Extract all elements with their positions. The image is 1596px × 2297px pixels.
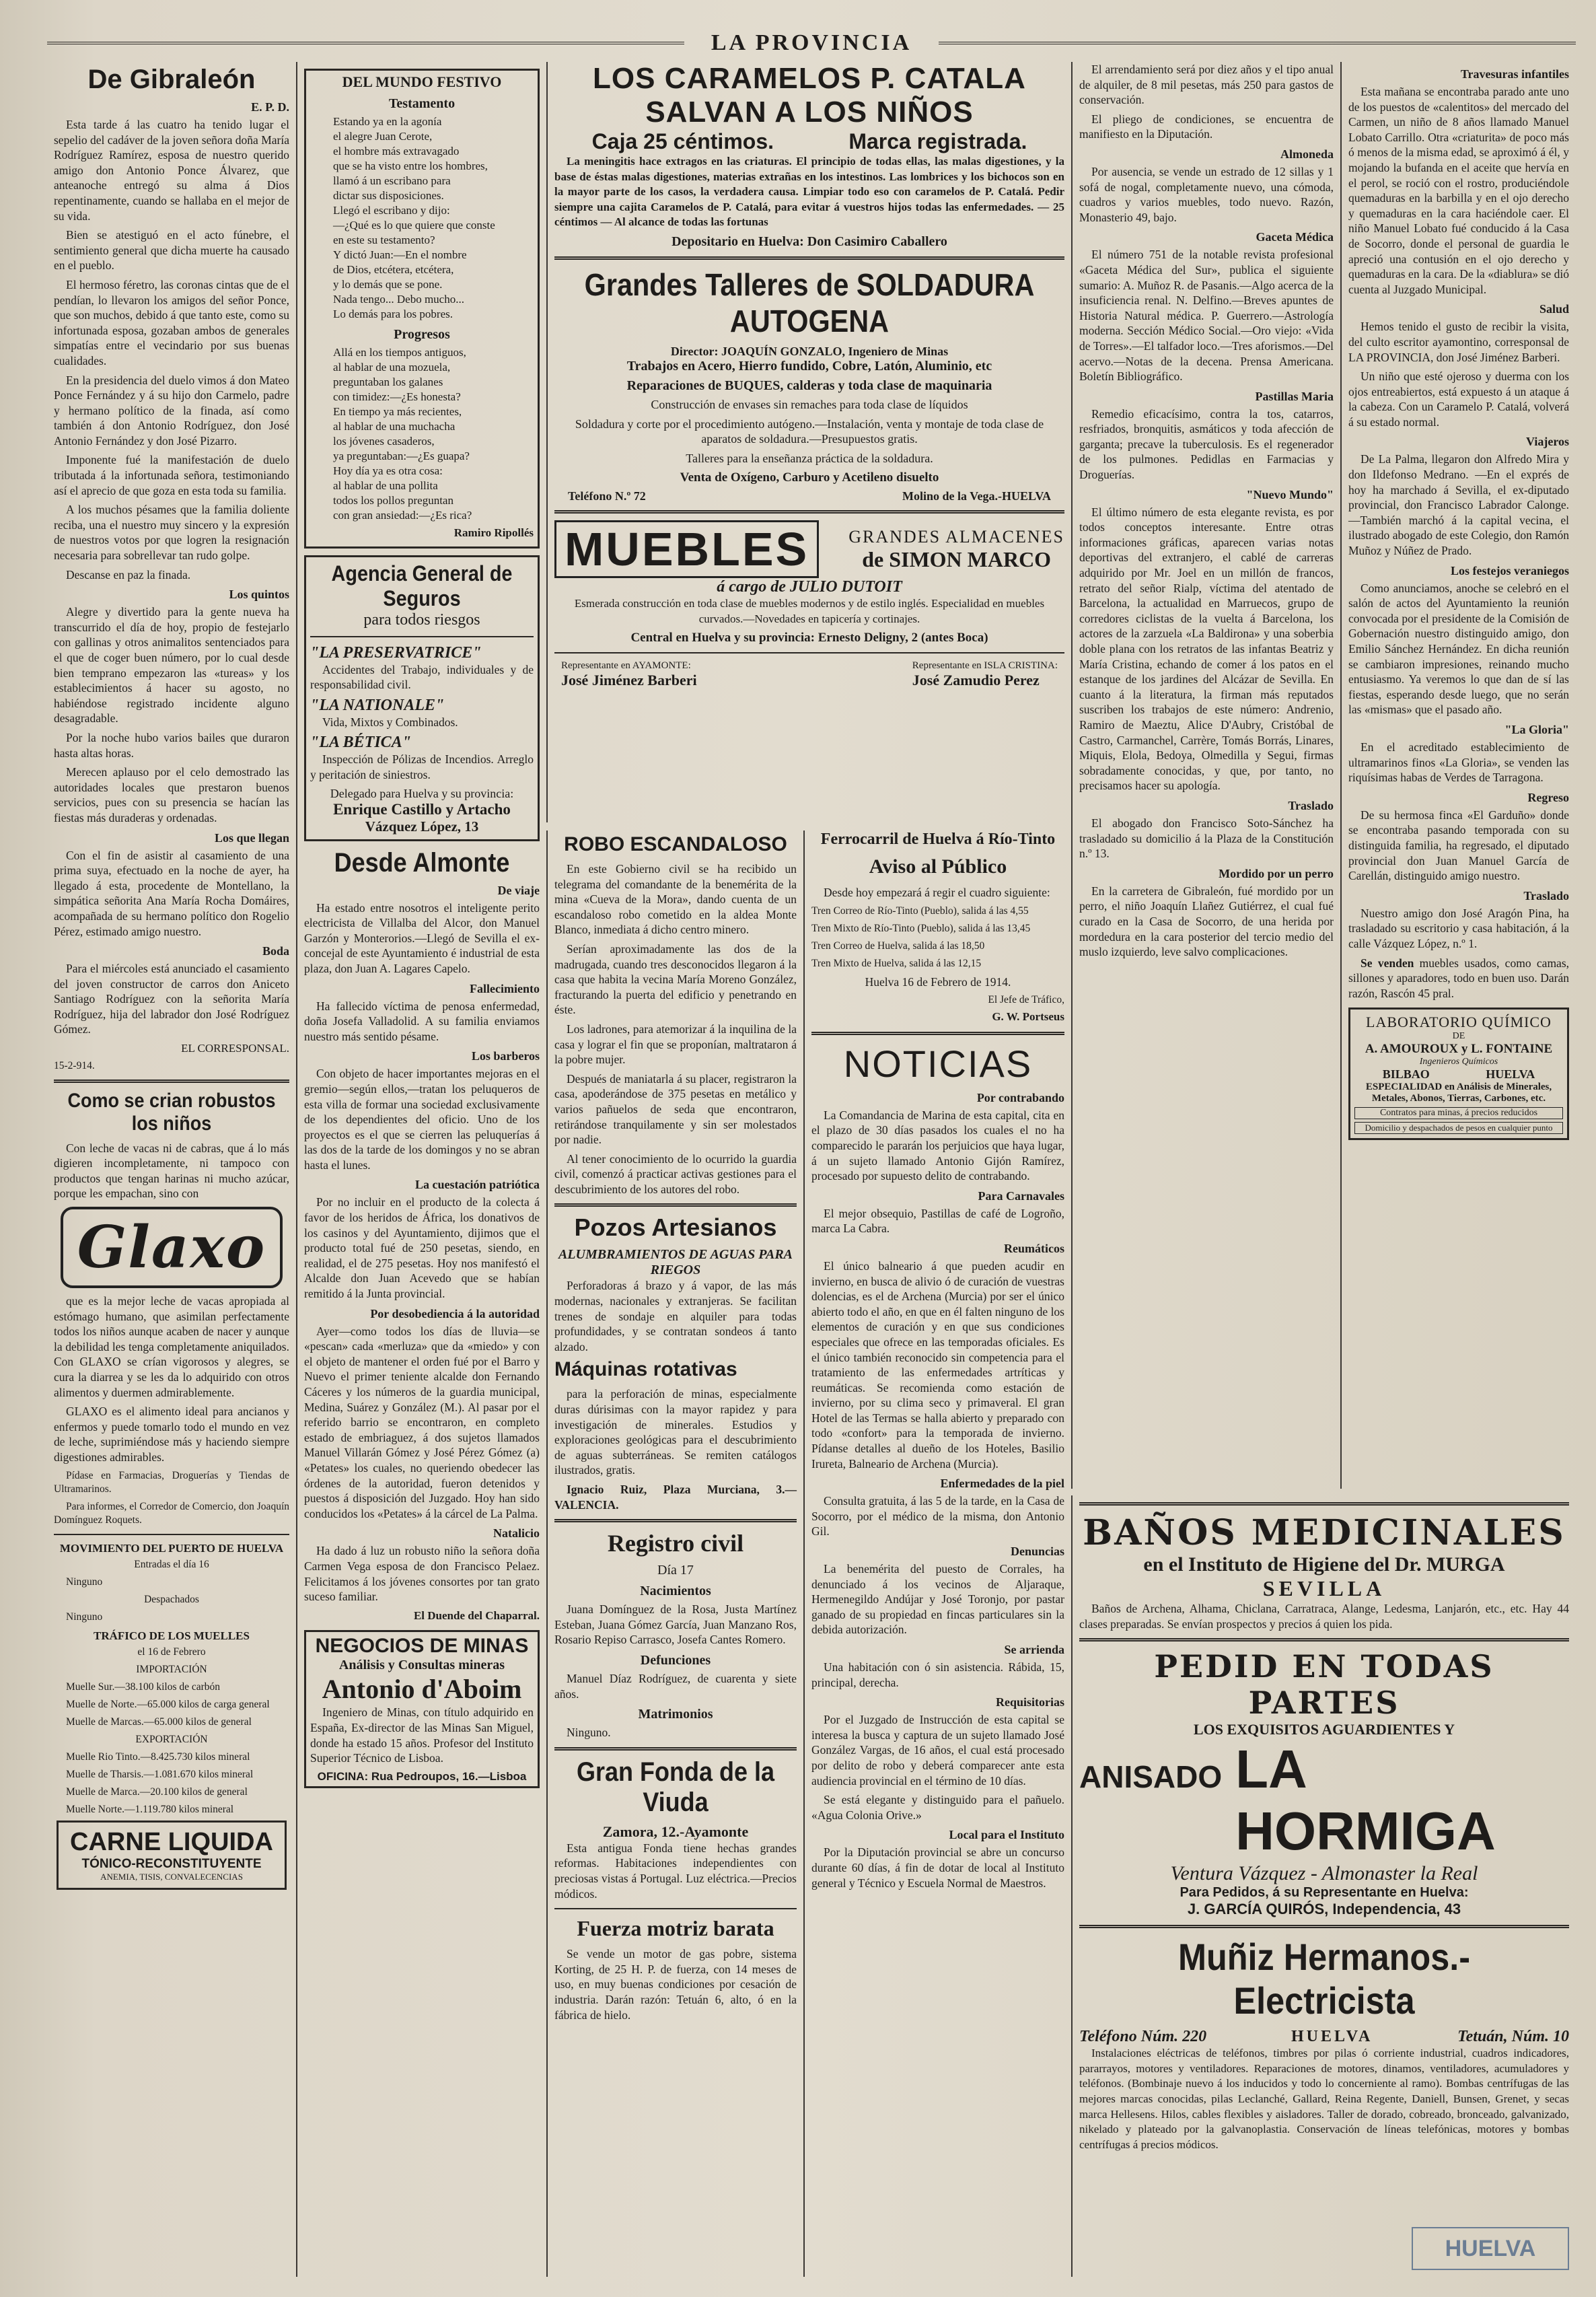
soldadura-line: Trabajos en Acero, Hierro fundido, Cobre, Latón, Aluminio, etc bbox=[626, 358, 992, 374]
divider bbox=[1079, 1502, 1569, 1506]
venden-head: Se venden bbox=[1361, 956, 1414, 970]
paragraph: El único balneario á que pueden acudir en invierno, en busca de alivio ó de curación de vuestras dolencias, es el de Archena (Murcia) por ser el único abierto todo el año, en que en él falten ninguno de los elementos de curación y en que sus condiciones especiales que ofrece en las temporadas oficiales. Es el único también reconocido sin competencia para el tratamiento de las enfermedades artríticas y reumáticas. Se recomienda como estación de invierno, por su clima seco y primaveral. El gran Hotel de las Termas se halla abierto y preparado con todo «confort» para la temporada de invierno. Pídanse detalles al dueño de los Hoteles, Basilio Irureta, Balneario de Archena (Murcia). bbox=[811, 1259, 1064, 1471]
columns bbox=[47, 62, 1576, 2277]
paragraph: Ha fallecido víctima de penosa enfermedad, doña Josefa Valladolid. A su familia enviamos nuestro más sentido pésame. bbox=[304, 999, 540, 1043]
paragraph: Desde hoy empezará á regir el cuadro siguiente: bbox=[824, 886, 1050, 899]
seguros-ad bbox=[304, 555, 540, 841]
verse: que se ha visto entre los hombres, bbox=[333, 160, 488, 172]
insurer-desc: Inspección de Pólizas de Incendios. Arreglo y peritación de siniestros. bbox=[310, 752, 534, 781]
address: Tetuán, Núm. 10 bbox=[1457, 2028, 1569, 2046]
ad-title: Gran Fonda de la Viuda bbox=[576, 1757, 775, 1817]
price-label: Caja 25 céntimos. bbox=[591, 129, 774, 153]
paragraph: Ha dado á luz un robusto niño la señora doña Carmen Vega esposa de don Francisco Pelaez. Felicitamos á los jóvenes consortes por tan grato suceso familiar. bbox=[304, 1544, 540, 1604]
paragraph: El mejor obsequio, Pastillas de café de Logroño, marca La Cabra. bbox=[811, 1206, 1064, 1236]
paragraph: Por el Juzgado de Instrucción de esta capital se interesa la busca y captura de un sujeto llamado José González Vargas, de 16 años, el cual está procesado por delito de robo y deberá comparecer ante esta audiencia provincial en el término de 10 días. bbox=[811, 1713, 1064, 1788]
paragraph: El pliego de condiciones, se encuentra de manifiesto en la Diputación. bbox=[1079, 112, 1334, 141]
ad-subtitle: para todos riesgos bbox=[363, 610, 480, 629]
insurer-desc: Accidentes del Trabajo, individuales y de responsabilidad civil. bbox=[310, 662, 534, 692]
ad-names: A. AMOUROUX y L. FONTAINE bbox=[1365, 1042, 1553, 1057]
port-row: Entradas el día 16 bbox=[134, 1558, 209, 1570]
paragraph: Se está elegante y distinguido para el pañuelo. «Agua Colonia Orive.» bbox=[811, 1793, 1064, 1822]
ad-title: CARNE LIQUIDA bbox=[70, 1827, 273, 1856]
subhead: Los barberos bbox=[471, 1049, 540, 1063]
notice-date: Huelva 16 de Febrero de 1914. bbox=[865, 975, 1011, 989]
traffic-date: el 16 de Febrero bbox=[137, 1646, 206, 1658]
train-row: Tren Correo de Río-Tinto (Pueblo), salida á las 4,55 bbox=[811, 905, 1029, 917]
export-row: Muelle Rio Tinto.—8.425.730 kilos mineral bbox=[66, 1751, 250, 1763]
paragraph: Por la noche hubo varios bailes que duraron hasta altas horas. bbox=[54, 730, 289, 760]
banos-city: SEVILLA bbox=[1262, 1576, 1386, 1600]
ad-title: Como se crian robustos los niños bbox=[67, 1089, 276, 1135]
delegate-name: Enrique Castillo y Artacho bbox=[333, 800, 511, 818]
paragraph: Como anunciamos, anoche se celebró en el salón de actos del Ayuntamiento la reunión convocada por el presidente de la Comisión de Gobernación nuestro distinguido amigo, don Emilio Sánchez Hernández. En dicha reunión se cambiaron impresiones, reinando mucho entusiasmo. Ya veremos lo que dan de sí las fiestas, esperando desde luego, que no serán las «mismas» que el pasado año. bbox=[1348, 581, 1569, 717]
hormiga-maker: Ventura Vázquez - Almonaster la Real bbox=[1170, 1862, 1478, 1885]
ad-title: Pozos Artesianos bbox=[574, 1213, 777, 1242]
paragraph: La Comandancia de Marina de esta capital, cita en el plazo de 30 días pasados los cuales el no ha comparecido le pararán los perjuicios que haya lugar, á un sujeto llamado Antonio Gijón Ramírez, procesado por supuesto delito de contrabando. bbox=[811, 1108, 1064, 1183]
subhead: Local para el Instituto bbox=[949, 1828, 1064, 1842]
ad-name: Antonio d'Aboim bbox=[322, 1674, 522, 1705]
subhead: Se arrienda bbox=[1004, 1643, 1064, 1656]
insurer-name: "LA PRESERVATRICE" bbox=[310, 643, 482, 662]
paragraph: Alegre y divertido para la gente nueva ha transcurrido el día de hoy, propio de festejarlo con gallinas y otros animalitos sentenciados para el que de coger buen número, por lo cual desde bien temprano empezaron las «tureas» y los establecimientos á hacer su agosto, no habiéndose registrado incidente alguno desagradable. bbox=[54, 605, 289, 726]
city-label: HUELVA bbox=[1486, 1067, 1535, 1082]
subhead: Almoneda bbox=[1280, 147, 1334, 161]
paragraph: Una habitación con ó sin asistencia. Rábida, 15, principal, derecha. bbox=[811, 1660, 1064, 1689]
soldadura-line: Talleres para la enseñanza práctica de la soldadura. bbox=[686, 451, 933, 465]
paragraph: En el acreditado establecimiento de ultramarinos finos «La Gloria», se venden las riquísimas habas de Verdes de Tarragona. bbox=[1348, 740, 1569, 785]
column-robo bbox=[546, 831, 803, 2277]
banos-text: Baños de Archena, Alhama, Chiclana, Carratraca, Alange, Ledesma, Lanjarón, etc., etc. Hay 44 clases preparadas. Se envían prospectos y precios á quien los pida. bbox=[1079, 1602, 1569, 1631]
banos-title: BAÑOS MEDICINALES bbox=[1083, 1512, 1566, 1553]
soldadura-line: Soldadura y corte por el procedimiento autógeno.—Instalación, venta y montaje de toda clase de aparatos de soldadura.—Presupuestos gratis. bbox=[575, 417, 1044, 446]
caramelos-text: La meningitis hace extragos en las criaturas. El principio de todas ellas, las malas digestiones, y la base de éstas malas digestiones, materias extrañas en los intestinos. Las lombrices y los bichocos son en la mayor parte de los casos, la verdadera causa. Limpiar todo eso con caramelos de P. Catalá. Pedir siempre una cajita Caramelos de P. Catalá, para evitar á vuestros hijos todas las enfermedades. — 25 céntimos — Al alcance de todas las fortunas bbox=[554, 155, 1064, 229]
hormiga-orders: Para Pedidos, á su Representante en Huelva: bbox=[1180, 1885, 1469, 1901]
export-row: Muelle de Marca.—20.100 kilos de general bbox=[66, 1786, 248, 1798]
ad-address: OFICINA: Rua Pedroupos, 16.—Lisboa bbox=[317, 1769, 527, 1783]
paragraph: Pídase en Farmacias, Droguerías y Tiendas de Ultramarinos. bbox=[54, 1469, 289, 1495]
subhead: Enfermedades de la piel bbox=[940, 1477, 1064, 1491]
muebles-central: Central en Huelva y su provincia: Ernesto Deligny, 2 (antes Boca) bbox=[630, 631, 988, 645]
subhead: Por desobediencia á la autoridad bbox=[370, 1306, 540, 1320]
masthead-rule-right bbox=[939, 42, 1576, 44]
paragraph: Hemos tenido el gusto de recibir la visita, del culto escritor ayamontino, corresponsal de LA PROVINCIA, don José Jiménez Barberi. bbox=[1348, 320, 1569, 364]
divider bbox=[54, 1080, 289, 1083]
verse: el alegre Juan Cerote, bbox=[333, 130, 433, 143]
brand-name: LA HORMIGA bbox=[1235, 1739, 1496, 1862]
verse: Llegó el escribano y dijo: bbox=[333, 204, 450, 217]
subhead: Pastillas Maria bbox=[1255, 389, 1334, 403]
subhead: De viaje bbox=[497, 883, 540, 897]
paragraph: Remedio eficacísimo, contra la tos, catarros, resfriados, bronquitis, asmáticos y toda afección de garganta; precave la tuberculosis. Es el regenerador de los pulmones. Pedidlas en Farmacias y Droguerías. bbox=[1079, 407, 1334, 482]
subhead: Para Carnavales bbox=[978, 1189, 1064, 1203]
train-row: Tren Correo de Huelva, salida á las 18,50 bbox=[811, 940, 985, 952]
subhead: Boda bbox=[262, 944, 289, 958]
ad-connector: DE bbox=[1452, 1031, 1465, 1042]
ad-title: Fuerza motriz barata bbox=[577, 1916, 774, 1941]
verse: en este su testamento? bbox=[333, 234, 435, 246]
divider bbox=[554, 1747, 797, 1751]
port-row: Ninguno bbox=[66, 1611, 103, 1623]
column-varios bbox=[1071, 62, 1340, 1489]
ad-note: Domicilio y despachados de pesos en cualquier punto bbox=[1354, 1122, 1563, 1134]
city-label: BILBAO bbox=[1382, 1067, 1430, 1082]
delegate-label: Delegado para Huelva y su provincia: bbox=[330, 786, 514, 800]
verse: llamó á un escribano para bbox=[333, 174, 451, 187]
ad-address: Ignacio Ruiz, Plaza Murciana, 3.—VALENCIA. bbox=[554, 1483, 797, 1512]
paragraph bbox=[1348, 956, 1569, 1001]
verse: Nada tengo... Debo mucho... bbox=[333, 293, 464, 306]
paragraph: De La Palma, llegaron don Alfredo Mira y don Ildefonso Medrano. —En el exprés de hoy ha marchado á Sevilla, el ex-diputado provincial, don Francisco Labrador Calonge. —También marchó á la capital vecina, el ilustrado abogado de este Colegio, don Ramón Muñoz y Núñez de Prado. bbox=[1348, 452, 1569, 558]
banos-subtitle: en el Instituto de Higiene del Dr. MURGA bbox=[1143, 1553, 1505, 1576]
paragraph: Con objeto de hacer importantes mejoras en el gremio—según ellos,—tratan los peluqueros de esta villa de formar una sociedad exclusivamente de los dependientes del oficio. Uno de los proyectos es el que se cierren las peluquerías á las dos de la tarde de los domingos y no se abran hasta el lunes. bbox=[304, 1067, 540, 1172]
import-label: IMPORTACIÓN bbox=[136, 1663, 207, 1675]
paragraph: Serían aproximadamente las dos de la madrugada, cuando tres desconocidos llegaron á la casa que habita la vecina María Moreno González, fracturando la puerta del edificio y penetrando en éste. bbox=[554, 942, 797, 1017]
divider bbox=[554, 510, 1064, 514]
column-noticias bbox=[803, 831, 1071, 2277]
column-sociales bbox=[1340, 62, 1576, 1489]
poem-author: Ramiro Ripollés bbox=[454, 526, 534, 539]
ad-text: para la perforación de minas, especialmente duras dúrisimas con la mayor rapidez y para investigación de minerales. Estudios y exploraciones geológicas para el descubrimiento de aguas subterráneas. Se remiten catálogos ilustrados, gratis. bbox=[554, 1387, 797, 1477]
paragraph: Por la Diputación provincial se abre un concurso durante 60 días, á fin de dotar de local al Instituto general y Técnico y Escuela Normal de Maestros. bbox=[811, 1845, 1064, 1890]
divider bbox=[1079, 1638, 1569, 1641]
paragraph: Merecen aplauso por el celo demostrado las autoridades locales que prestaron buenos servicios, pues con su presencia se hacían las fiestas más duraderas y ordenadas. bbox=[54, 765, 289, 824]
paragraph: Al tener conocimiento de lo ocurrido la guardia civil, comenzó á practicar activas gestiones para el descubrimiento de los autores del robo. bbox=[554, 1152, 797, 1196]
verse: En tiempo ya más recientes, bbox=[333, 405, 462, 418]
divider bbox=[310, 636, 534, 637]
date: 15-2-914. bbox=[54, 1059, 95, 1071]
ad-subtitle: Análisis y Consultas mineras bbox=[338, 1658, 505, 1673]
subhead: Requisitorias bbox=[995, 1695, 1064, 1709]
city: HUELVA bbox=[1291, 2028, 1373, 2046]
newspaper-title: LA PROVINCIA bbox=[711, 30, 912, 55]
rep-label: Representante en ISLA CRISTINA: bbox=[912, 660, 1058, 672]
paragraph: Imponente fué la manifestación de duelo tributada á la infortunada señora, testimoniando así el aprecio de que goza en esta toda su familia. bbox=[54, 453, 289, 497]
paragraph: Con leche de vacas ni de cabras, que á lo más digieren incompletamente, ni tampoco con productos que tengan harinas ni mucho azúcar, porque les empachan, sino con bbox=[54, 1141, 289, 1201]
verse: al hablar de una muchacha bbox=[333, 420, 456, 433]
divider bbox=[554, 1908, 797, 1909]
verse: con timidez:—¿Es honesta? bbox=[333, 390, 461, 403]
export-row: Muelle de Tharsis.—1.081.670 kilos mineral bbox=[66, 1768, 254, 1780]
rep-name: José Zamudio Perez bbox=[912, 672, 1040, 689]
paragraph: Ha estado entre nosotros el inteligente perito electricista de Villalba del Alcor, don Manuel Garzón y Monterorios.—Llegó de Sevilla el ex-concejal de este Ayuntamiento é industrial de esta plaza, don Juan A. Lagares Capelo. bbox=[304, 900, 540, 975]
subhead: E. P. D. bbox=[251, 100, 289, 114]
ad-note: Contratos para minas, á precios reducidos bbox=[1354, 1107, 1563, 1119]
laboratorio-ad bbox=[1348, 1008, 1569, 1140]
ad-address: Zamora, 12.-Ayamonte bbox=[602, 1823, 749, 1840]
soldadura-director: Director: JOAQUÍN GONZALO, Ingeniero de Minas bbox=[670, 344, 949, 358]
soldadura-line: Venta de Oxígeno, Carburo y Acetileno disuelto bbox=[680, 470, 939, 485]
subhead: Viajeros bbox=[1526, 435, 1569, 449]
verse: Hoy día ya es otra cosa: bbox=[333, 464, 443, 477]
verse: ya preguntaban:—¿Es guapa? bbox=[333, 450, 470, 462]
paragraph: Nuestro amigo don José Aragón Pina, ha trasladado su escritorio y casa habitación, á la calle Vázquez López, n.º 1. bbox=[1348, 906, 1569, 950]
insurer-name: "LA NATIONALE" bbox=[310, 696, 445, 714]
paragraph: Manuel Díaz Rodríguez, de cuarenta y siete años. bbox=[554, 1671, 797, 1701]
subhead: Salud bbox=[1539, 302, 1569, 316]
delegate-address: Vázquez López, 13 bbox=[365, 818, 479, 835]
paragraph: Los ladrones, para atemorizar á la inquilina de la casa y lograr el fin que se proponían, maltrataron á la pobre mujer. bbox=[554, 1022, 797, 1067]
paragraph: En este Gobierno civil se ha recibido un telegrama del comandante de la benemérita de la mina «Cueva de la Mora», dando cuenta de un escandaloso robo cometido en la aldea Monte Blanco, inmediata á dicho centro minero. bbox=[554, 862, 797, 937]
hormiga-subline: LOS EXQUISITOS AGUARDIENTES Y bbox=[1193, 1721, 1455, 1738]
trademark-label: Marca registrada. bbox=[848, 129, 1027, 153]
notice-signer-role: El Jefe de Tráfico, bbox=[988, 994, 1064, 1006]
signature: EL CORRESPONSAL. bbox=[181, 1042, 289, 1055]
divider bbox=[554, 1519, 797, 1522]
article-body bbox=[54, 117, 289, 582]
rep-ayamonte bbox=[561, 660, 697, 689]
notice-signer: G. W. Portseus bbox=[992, 1010, 1064, 1024]
soldadura-line: Construcción de envases sin remaches para toda clase de líquidos bbox=[651, 398, 968, 412]
muebles-manager: á cargo de JULIO DUTOIT bbox=[717, 578, 902, 596]
paragraph: El último número de esta elegante revista, es por todos conceptos interesante. Entre otras informaciones gráficas, aparecen varias notas deportivas del extranjero, el cablé de carreras adquirido por Mr. Joel en un millón de francos, retrato del señor Rialp, víctima del atentado de Barcelona, la actualidad en Marruecos, grupo de corredores ciclistas de la vuelta á Barcelona, los actores de la zarzuela «La Baldirona» y una soberbia doble plana con los retratos de las infantas Beatriz y María Cristina, echando de comer á los patos en el estanque de los jardines del Alcázar de Sevilla. En cuanto á la literatura, la firman más reputados suscriben los trabajos de este número: Andrenio, Ramiro de Maeztu, Alice D'Aubry, Cristóbal de Castro, Carmanchel, Carrère, Tomás Borrás, Linares, Miquis, Elola, Bedoya, Olmedilla y Segui, firmas sobradamente conocidas, y que, por tanto, no precisamos hacer su apología. bbox=[1079, 505, 1334, 793]
divider bbox=[1079, 1925, 1569, 1928]
poem-title: Progresos bbox=[394, 327, 450, 342]
article-title: ROBO ESCANDALOSO bbox=[564, 833, 787, 855]
store-name: de SIMON MARCO bbox=[862, 546, 1052, 571]
subhead: Fallecimiento bbox=[470, 981, 540, 995]
venden-text: muebles usados, como camas, sillones y aparadores, todo en buen uso. Darán razón, Rascón 45 pral. bbox=[1348, 956, 1570, 1000]
verse: todos los pollos preguntan bbox=[333, 494, 454, 507]
archive-stamp: HUELVA bbox=[1412, 2227, 1569, 2270]
muniz-title: Muñiz Hermanos.-Electricista bbox=[1177, 1936, 1471, 2022]
section-title: DEL MUNDO FESTIVO bbox=[342, 73, 502, 90]
paragraph: El abogado don Francisco Soto-Sánchez ha trasladado su domicilio á la Plaza de la Constitución n.º 13. bbox=[1079, 816, 1334, 861]
paragraph: El número 751 de la notable revista profesional «Gaceta Médica del Sur», publica el siguiente sumario: A. Muñoz R. de Pasanis.—Algo acerca de la insuficiencia renal. N. Delfino.—Breves apuntes de Historia Natural médica. P. Guerrero.—Astrología moderna. Sección Médico Social.—Oro viejo: «Vida de Torres».—El talfador loco.—Tres aforismos.—Del acervo.—Notas de la decena. Prensa Americana. Boletín Bibliográfico. bbox=[1079, 248, 1334, 384]
subhead: Regreso bbox=[1527, 790, 1569, 804]
address: Molino de la Vega.-HUELVA bbox=[902, 489, 1051, 503]
phone: Teléfono Núm. 220 bbox=[1079, 2028, 1207, 2046]
verse: los jóvenes casaderos, bbox=[333, 435, 435, 448]
subhead: Matrimonios bbox=[638, 1707, 713, 1722]
carne-liquida-ad bbox=[57, 1821, 287, 1890]
paragraph: Descanse en paz la finada. bbox=[66, 567, 191, 581]
divider bbox=[554, 256, 1064, 260]
poem-title: Testamento bbox=[388, 96, 456, 111]
paragraph: Después de maniatarla á su placer, registraron la casa, apoderándose de 375 pesetas en metálico y varios pañuelos de seda que encontraron, retirándose tranquilamente y sin ser molestados por nadie. bbox=[554, 1071, 797, 1147]
section-title: Desde Almonte bbox=[334, 847, 510, 878]
paragraph: Con el fin de asistir al casamiento de una prima suya, efectuado en la noche de ayer, ha llegado á esta, procedente de Montellano, la simpática señorita Ana María Rocha Domáires, acompañada de su hermano político don Rogelio Pérez, estimado amigo nuestro. bbox=[54, 848, 289, 938]
ad-note: ANEMIA, TISIS, CONVALECENCIAS bbox=[100, 1871, 243, 1882]
soldadura-footer bbox=[554, 489, 1064, 503]
export-label: EXPORTACIÓN bbox=[135, 1733, 208, 1745]
ad-text: Perforadoras á brazo y á vapor, de las más modernas, nacionales y extranjeras. Se facilitan trenes de sondaje en alquiler para todas profundidades, y se contratan sondeos á tanto alzado. bbox=[554, 1279, 797, 1353]
phone: Teléfono N.º 72 bbox=[568, 489, 646, 503]
rail-title: Ferrocarril de Huelva á Río-Tinto bbox=[820, 831, 1056, 848]
subhead: Denuncias bbox=[1010, 1545, 1064, 1559]
paragraph: Por ausencia, se vende un estrado de 12 sillas y 1 sofá de nogal, completamente nuevo, una cómoda, cuadros y varios muebles, todo nuevo. Razón, Monasterio 49, bajo. bbox=[1079, 164, 1334, 224]
masthead-rule-left bbox=[47, 42, 684, 44]
column-gibraleon bbox=[47, 62, 296, 2277]
import-row: Muelle de Norte.—65.000 kilos de carga general bbox=[66, 1698, 270, 1710]
muniz-text: Instalaciones eléctricas de teléfonos, timbres por pilas ó corriente industrial, cuadros indicadores, pararrayos, motores y ventiladores. Reparaciones de motores, dinamos, ventiladores, acumuladores y teléfonos. (Bombinaje nuevo á los inducidos y todo lo concerniente al ramo). Bombas centrífugas de las mejores marcas conocidas, pilas Leclanché, Gallard, Reina Regente, Daniell, Bunsen, Grenet, y secas marca Hellesens. Hilos, cables flexibles y aisladores. Taller de dorado, cobreado, bronceado, galvanizado, nikelado y plateado por la galvanoplastia. Conservación de líneas telefónicas, motores y bombas centrífugas á precios módicos. bbox=[1079, 2047, 1569, 2151]
muebles-reps bbox=[554, 660, 1064, 689]
verse: de Dios, etcétera, etcétera, bbox=[333, 263, 454, 276]
insurer-name: "LA BÉTICA" bbox=[310, 734, 412, 752]
verse: Y dictó Juan:—En el nombre bbox=[333, 248, 467, 261]
muebles-store bbox=[848, 527, 1064, 572]
rep-name: José Jiménez Barberi bbox=[561, 672, 697, 689]
port-row: Ninguno bbox=[66, 1576, 103, 1588]
caramelos-headline: LOS CARAMELOS P. CATALA SALVAN A LOS NIÑOS bbox=[593, 62, 1026, 129]
paragraph: En la carretera de Gibraleón, fué mordido por un perro, el niño Joaquín Llañez Gutiérrez, el cual fué curado en la Casa de Socorro, de una herida por mordedura en la cara posterior del tercio medio del muslo izquierdo, leve salvo complicaciones. bbox=[1079, 884, 1334, 959]
subhead: Travesuras infantiles bbox=[1460, 67, 1569, 81]
signature: El Duende del Chaparral. bbox=[413, 1609, 540, 1622]
hormiga-headline: PEDID EN TODAS PARTES bbox=[1154, 1648, 1494, 1722]
festivo-box bbox=[304, 69, 540, 549]
subhead: Traslado bbox=[1523, 888, 1569, 903]
verse: —¿Qué es lo que quiere que conste bbox=[333, 219, 495, 232]
masthead bbox=[47, 27, 1576, 59]
ad-cities bbox=[1354, 1067, 1563, 1082]
ad-subtitle: TÓNICO-RECONSTITUYENTE bbox=[81, 1856, 262, 1871]
train-row: Tren Mixto de Huelva, salida á las 12,15 bbox=[811, 957, 982, 969]
paragraph: Juana Domínguez de la Rosa, Justa Martínez Esteban, Juana Gómez García, Juan Manzano Ros, Rosario Repiso Carrasco, Josefa Cantes Romero. bbox=[554, 1602, 797, 1647]
subhead: Mordido por un perro bbox=[1219, 866, 1334, 880]
section-title: Registro civil bbox=[607, 1530, 744, 1557]
product-label: ANISADO bbox=[1079, 1759, 1223, 1795]
ad-title: Agencia General de Seguros bbox=[331, 561, 513, 610]
soldadura-headline: Grandes Talleres de SOLDADURA AUTOGENA bbox=[584, 267, 1035, 339]
verse: con gran ansiedad:—¿Es rica? bbox=[333, 509, 472, 522]
paragraph: De su hermosa finca «El Garduño» donde se encontraba pasando temporada con su distinguida familia, ha regresado, el diputado provincial don Juan Manuel García de Carellán, distinguido amigo nuestro. bbox=[1348, 808, 1569, 883]
subhead: Por contrabando bbox=[976, 1090, 1064, 1104]
paragraph: La benemérita del puesto de Corrales, ha denunciado á los vecinos de Aljaraque, Hermenegildo Andújar y José Toronjo, por pastar ganado de su propiedad en fincas particulares sin la debida autorización. bbox=[811, 1562, 1064, 1637]
paragraph: Esta mañana se encontraba parado ante uno de los puestos de «calentitos» del mercado del Carmen, un niño de 8 años llamado Manuel Lobato Carrillo. Otra «criaturita» de poco más ó menos de la misma edad, se aproximó á él, y mojando la bufanda en el aceite que hervía en el perol, se roció con el rostro, produciéndole quemaduras en la barbilla y en el ojo derecho y quemaduras en la cara haciéndole caer. El niño Manuel Lobato fué conducido á la Casa de Socorro, donde el personal de guardia le apreció una contusión en el ojo derecho y quemaduras en la cara. De la «diablura» se dió cuenta al Juzgado Municipal. bbox=[1348, 85, 1569, 296]
verse: Allá en los tiempos antiguos, bbox=[333, 346, 466, 359]
paragraph: que es la mejor leche de vacas apropiada al estómago humano, que asimilan perfectamente todos los niños aunque acaben de nacer y aunque la debilidad les tenga completamente aniquilados. Con GLAXO se crían vigorosos y alegres, se cura la diarrea y se les da lo adquirido con otros alimentos y duermen admirablemente. bbox=[54, 1294, 289, 1399]
ad-title: LABORATORIO QUÍMICO bbox=[1366, 1014, 1552, 1031]
paragraph: En la presidencia del duelo vimos á don Mateo Ponce Fernández y á su hijo don Carmelo, padre y hermano político de la finada, así como también á don Antonio Rodríguez, don José Antonio Fernández y don José Pizarro. bbox=[54, 373, 289, 448]
verse: dictar sus disposiciones. bbox=[333, 189, 444, 202]
import-row: Muelle de Marcas.—65.000 kilos de general bbox=[66, 1716, 252, 1728]
caramelos-subline bbox=[554, 129, 1064, 154]
verse: Lo demás para los pobres. bbox=[333, 308, 453, 320]
paragraph: Un niño que esté ojeroso y duerma con los ojos entreabiertos, está expuesto á un ataque á la cabeza. Con un Caramelo P. Catalá, volverá á su estado normal. bbox=[1348, 369, 1569, 429]
paragraph: Esta tarde á las cuatro ha tenido lugar el sepelio del cadáver de la joven señora doña María Rodríguez Ramírez, esposa de nuestro querido amigo don Antonio Ponce Álvarez, que anteanoche entregó su alma á Dios repentinamente, cuando se hallaba en el mejor de su vida. bbox=[54, 118, 289, 223]
ad-title: NEGOCIOS DE MINAS bbox=[315, 1635, 529, 1658]
day: Día 17 bbox=[657, 1563, 694, 1578]
verse: el hombre más extravagado bbox=[333, 145, 460, 157]
muebles-header bbox=[554, 520, 1064, 578]
muebles-text: Esmerada construcción en toda clase de muebles modernos y de estilo inglés. Especialidad en muebles curvados.—Novedades en tapicería y cortinajes. bbox=[574, 597, 1045, 625]
import-row: Muelle Sur.—38.100 kilos de carbón bbox=[66, 1681, 221, 1693]
bottom-right-ads bbox=[1071, 1495, 1576, 2277]
minas-ad bbox=[304, 1630, 540, 1788]
ad-role: Ingenieros Químicos bbox=[1419, 1057, 1498, 1067]
rep-label: Representante en AYAMONTE: bbox=[561, 660, 691, 672]
paragraph: GLAXO es el alimento ideal para ancianos y enfermos y puede tomarlo todo el mundo en vez de leche, suprimiéndose más y haciendo siempre digestiones admirables. bbox=[54, 1405, 289, 1464]
subhead: "La Gloria" bbox=[1504, 722, 1569, 736]
caramelos-depositary: Depositario en Huelva: Don Casimiro Caballero bbox=[672, 234, 947, 249]
paragraph: El arrendamiento será por diez años y el tipo anual de alquiler, de 8 mil pesetas, más 250 para gastos de conservación. bbox=[1079, 63, 1334, 107]
traffic-title: TRÁFICO DE LOS MUELLES bbox=[94, 1629, 250, 1642]
ad-text: Ingeniero de Minas, con título adquirido en España, Ex-director de las Minas San Miguel, donde ha estado 15 años. Profesor del Instituto Superior Técnico de Lisboa. bbox=[310, 1705, 534, 1765]
store-label: GRANDES ALMACENES bbox=[848, 526, 1064, 546]
paragraph: Para el miércoles está anunciado el casamiento del joven constructor de carros don Aniceto Santiago Rodríguez con la señorita María Rodríguez, hija del labrador don José Rodríguez Gómez. bbox=[54, 962, 289, 1036]
subhead: Los quintos bbox=[229, 588, 289, 602]
rep-isla-cristina bbox=[912, 660, 1058, 689]
subhead: Nacimientos bbox=[640, 1584, 711, 1599]
ad-title: Máquinas rotativas bbox=[554, 1358, 737, 1381]
hormiga-rep: J. GARCÍA QUIRÓS, Independencia, 43 bbox=[1187, 1901, 1461, 1918]
export-row: Muelle Norte.—1.119.780 kilos mineral bbox=[66, 1803, 234, 1815]
paragraph: Consulta gratuita, á las 5 de la tarde, en la Casa de Socorro, por el médico de la misma, don Antonio Gil. bbox=[811, 1494, 1064, 1539]
verse: al hablar de una pollita bbox=[333, 479, 438, 492]
subhead: "Nuevo Mundo" bbox=[1246, 487, 1334, 501]
soldadura-line: Reparaciones de BUQUES, calderas y toda clase de maquinaria bbox=[626, 378, 992, 393]
paragraph: Para informes, el Corredor de Comercio, don Joaquín Domínguez Roquets. bbox=[54, 1500, 289, 1526]
subhead: Los festejos veraniegos bbox=[1451, 563, 1569, 577]
divider bbox=[554, 652, 1064, 653]
paragraph: Por no incluir en el producto de la colecta á favor de los heridos de África, los donativos de los casinos y del Ayuntamiento, dijimos que el producto total fué de 250 pesetas, siendo, en realidad, el de 275 pesetas. Hoy nos manifestó el Alcalde don Juan Acevedo que se habían remitido á la Junta provincial. bbox=[304, 1195, 540, 1301]
subhead: La cuestación patriótica bbox=[415, 1178, 540, 1192]
paragraph: El hermoso féretro, las coronas cintas que de el pendían, lo llevaron los amigos del señor Ponce, que son muchos, debido á que tanto este, como su infortunada esposa, gozaban ambos de generales simpatías entre el vecindario por sus buenas cualidades. bbox=[54, 277, 289, 367]
glaxo-logo: Glaxo bbox=[61, 1207, 283, 1288]
verse: y lo demás que se pone. bbox=[333, 278, 443, 291]
verse: Estando ya en la agonía bbox=[333, 115, 442, 128]
ad-subtitle: ALUMBRAMIENTOS DE AGUAS PARA RIEGOS bbox=[558, 1247, 793, 1278]
section-title: NOTICIAS bbox=[843, 1042, 1033, 1085]
ad-text: Esta antigua Fonda tiene hechas grandes reformas. Habitaciones independientes con preciosas vistas á Portugal. Luz eléctrica.—Precios módicos. bbox=[554, 1841, 797, 1901]
port-row: Despachados bbox=[144, 1593, 199, 1605]
paragraph: Bien se atestiguó en el acto fúnebre, el sentimiento general que dicha muerte ha causado en el pueblo. bbox=[54, 228, 289, 273]
subhead: Traslado bbox=[1288, 798, 1334, 812]
hormiga-brand bbox=[1079, 1738, 1569, 1862]
subhead: Gaceta Médica bbox=[1256, 230, 1334, 244]
subhead: Defunciones bbox=[640, 1652, 711, 1668]
divider bbox=[54, 1534, 289, 1535]
section-title: De Gibraleón bbox=[87, 65, 256, 94]
paragraph: A los muchos pésames que la familia doliente reciba, una el nuestro muy sincero y la expresión de nuestros votos por que logren la resignación necesaria para sobrellevar tan rudo golpe. bbox=[54, 503, 289, 563]
subhead: Reumáticos bbox=[1004, 1241, 1064, 1255]
subhead: Natalicio bbox=[493, 1526, 540, 1541]
notice-title: Aviso al Público bbox=[869, 855, 1007, 878]
paragraph: Ayer—como todos los días de lluvia—se «pescan» cada «merluza» que da «miedo» y con el objeto de mantener el orden fué por el Barro y Nuevo el primer teniente alcalde don Fernando Cáceres y los números de la guardia municipal, Medina, Suárez y González (M.). Al pasar por el referido barrio se encontraron, en completo estado de embriaguez, á dos sujetos llamados Manuel Villarán Gómez y José Pérez Gómez (a) «Petates» los cuales, no queriendo obedecer las órdenes de la autoridad, fueron detenidos y puestos á disposición del Juzgado. Hoy han sido conducidos los «Petates» á la cárcel de La Palma. bbox=[304, 1324, 540, 1520]
verse: al hablar de una mozuela, bbox=[333, 361, 451, 374]
paragraph: Ninguno. bbox=[567, 1726, 611, 1740]
ad-text: Se vende un motor de gas pobre, sistema Korting, de 25 H. P. de fuerza, con 14 meses de uso, en muy buenas condiciones por cesación de industria. Darán razón: Tetuán 6, alto, ó en la fábrica de hielo. bbox=[554, 1947, 797, 2022]
port-title: MOVIMIENTO DEL PUERTO DE HUELVA bbox=[59, 1541, 284, 1555]
divider bbox=[554, 1203, 797, 1207]
verse: preguntaban los galanes bbox=[333, 376, 443, 388]
column-festivo bbox=[296, 62, 546, 2277]
divider bbox=[811, 1032, 1064, 1035]
muniz-contact bbox=[1079, 2028, 1569, 2046]
insurer-desc: Vida, Mixtos y Combinados. bbox=[322, 715, 458, 729]
subhead: Los que llegan bbox=[214, 831, 289, 845]
muebles-title: MUEBLES bbox=[554, 520, 819, 578]
top-ads bbox=[546, 62, 1071, 822]
ad-specialty: ESPECIALIDAD en Análisis de Minerales, Metales, Abonos, Tierras, Carbones, etc. bbox=[1365, 1082, 1552, 1104]
train-row: Tren Mixto de Río-Tinto (Pueblo), salida á las 13,45 bbox=[811, 922, 1031, 934]
